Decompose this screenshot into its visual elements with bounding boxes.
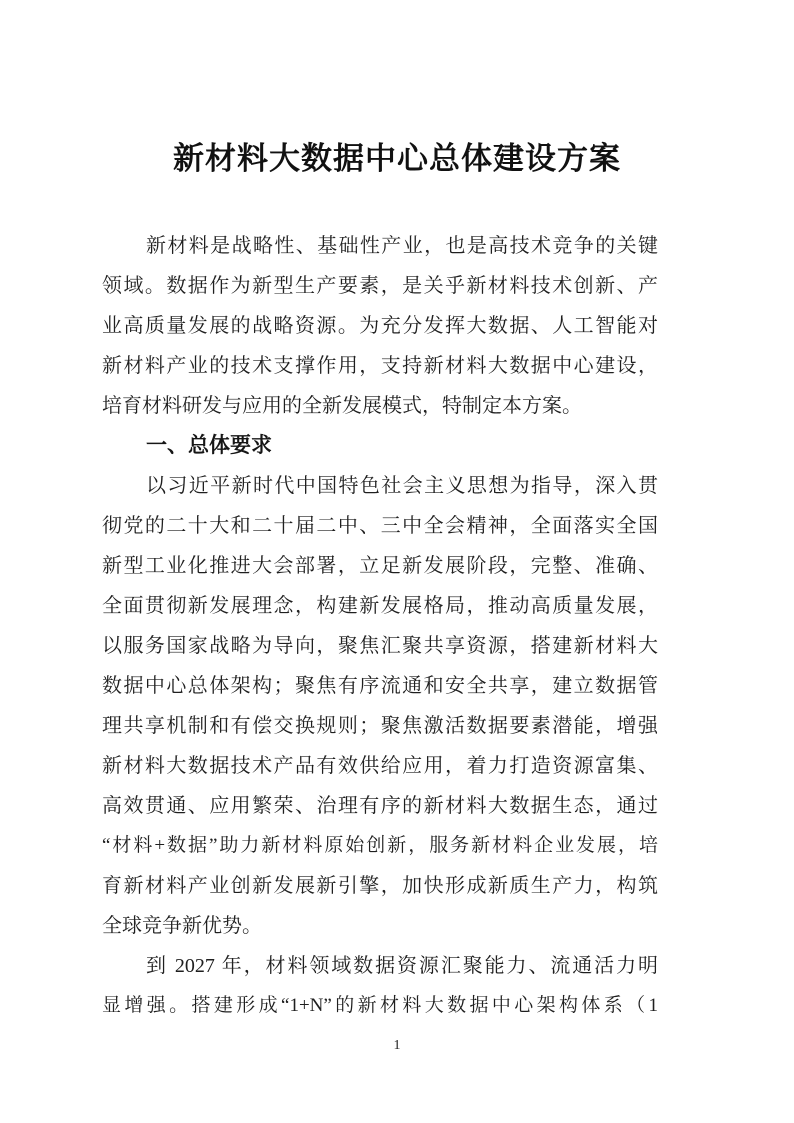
page-number: 1 [393, 1038, 401, 1053]
paragraph-line: 彻党的二十大和二十届二中、三中全会精神，全面落实全国 [102, 515, 658, 537]
paragraph-line: 显增强。搭建形成“1+N”的新材料大数据中心架构体系（1 [102, 995, 658, 1016]
paragraph-line: 全球竞争新优势。 [102, 915, 262, 937]
paragraph-line: 业高质量发展的战略资源。为充分发挥大数据、人工智能对 [102, 315, 658, 337]
document-title: 新材料大数据中心总体建设方案 [173, 141, 621, 176]
paragraph-line: 新型工业化推进大会部署，立足新发展阶段，完整、准确、 [102, 555, 658, 577]
paragraph-line: 新材料是战略性、基础性产业，也是高技术竞争的关键 [146, 235, 658, 257]
paragraph-line: 数据中心总体架构；聚焦有序流通和安全共享，建立数据管 [102, 675, 658, 697]
paragraph-line: “材料+数据”助力新材料原始创新，服务新材料企业发展，培 [102, 835, 658, 856]
paragraph-line: 以习近平新时代中国特色社会主义思想为指导，深入贯 [146, 475, 658, 497]
paragraph-line: 到 2027 年，材料领域数据资源汇聚能力、流通活力明 [146, 955, 658, 977]
paragraph-line: 高效贯通、应用繁荣、治理有序的新材料大数据生态，通过 [102, 795, 658, 817]
paragraph-line: 全面贯彻新发展理念，构建新发展格局，推动高质量发展， [102, 595, 658, 617]
paragraph-line: 培育材料研发与应用的全新发展模式，特制定本方案。 [102, 395, 582, 417]
paragraph-line: 理共享机制和有偿交换规则；聚焦激活数据要素潜能，增强 [102, 715, 658, 737]
paragraph-line: 以服务国家战略为导向，聚焦汇聚共享资源，搭建新材料大 [102, 635, 658, 657]
paragraph-line: 新材料产业的技术支撑作用，支持新材料大数据中心建设， [102, 355, 658, 377]
section-heading-overall-requirements: 一、总体要求 [146, 434, 272, 457]
paragraph-line: 育新材料产业创新发展新引擎，加快形成新质生产力，构筑 [102, 875, 658, 897]
paragraph-line: 领域。数据作为新型生产要素，是关乎新材料技术创新、产 [102, 275, 658, 297]
paragraph-line: 新材料大数据技术产品有效供给应用，着力打造资源富集、 [102, 755, 658, 777]
document-body [102, 226, 658, 1026]
